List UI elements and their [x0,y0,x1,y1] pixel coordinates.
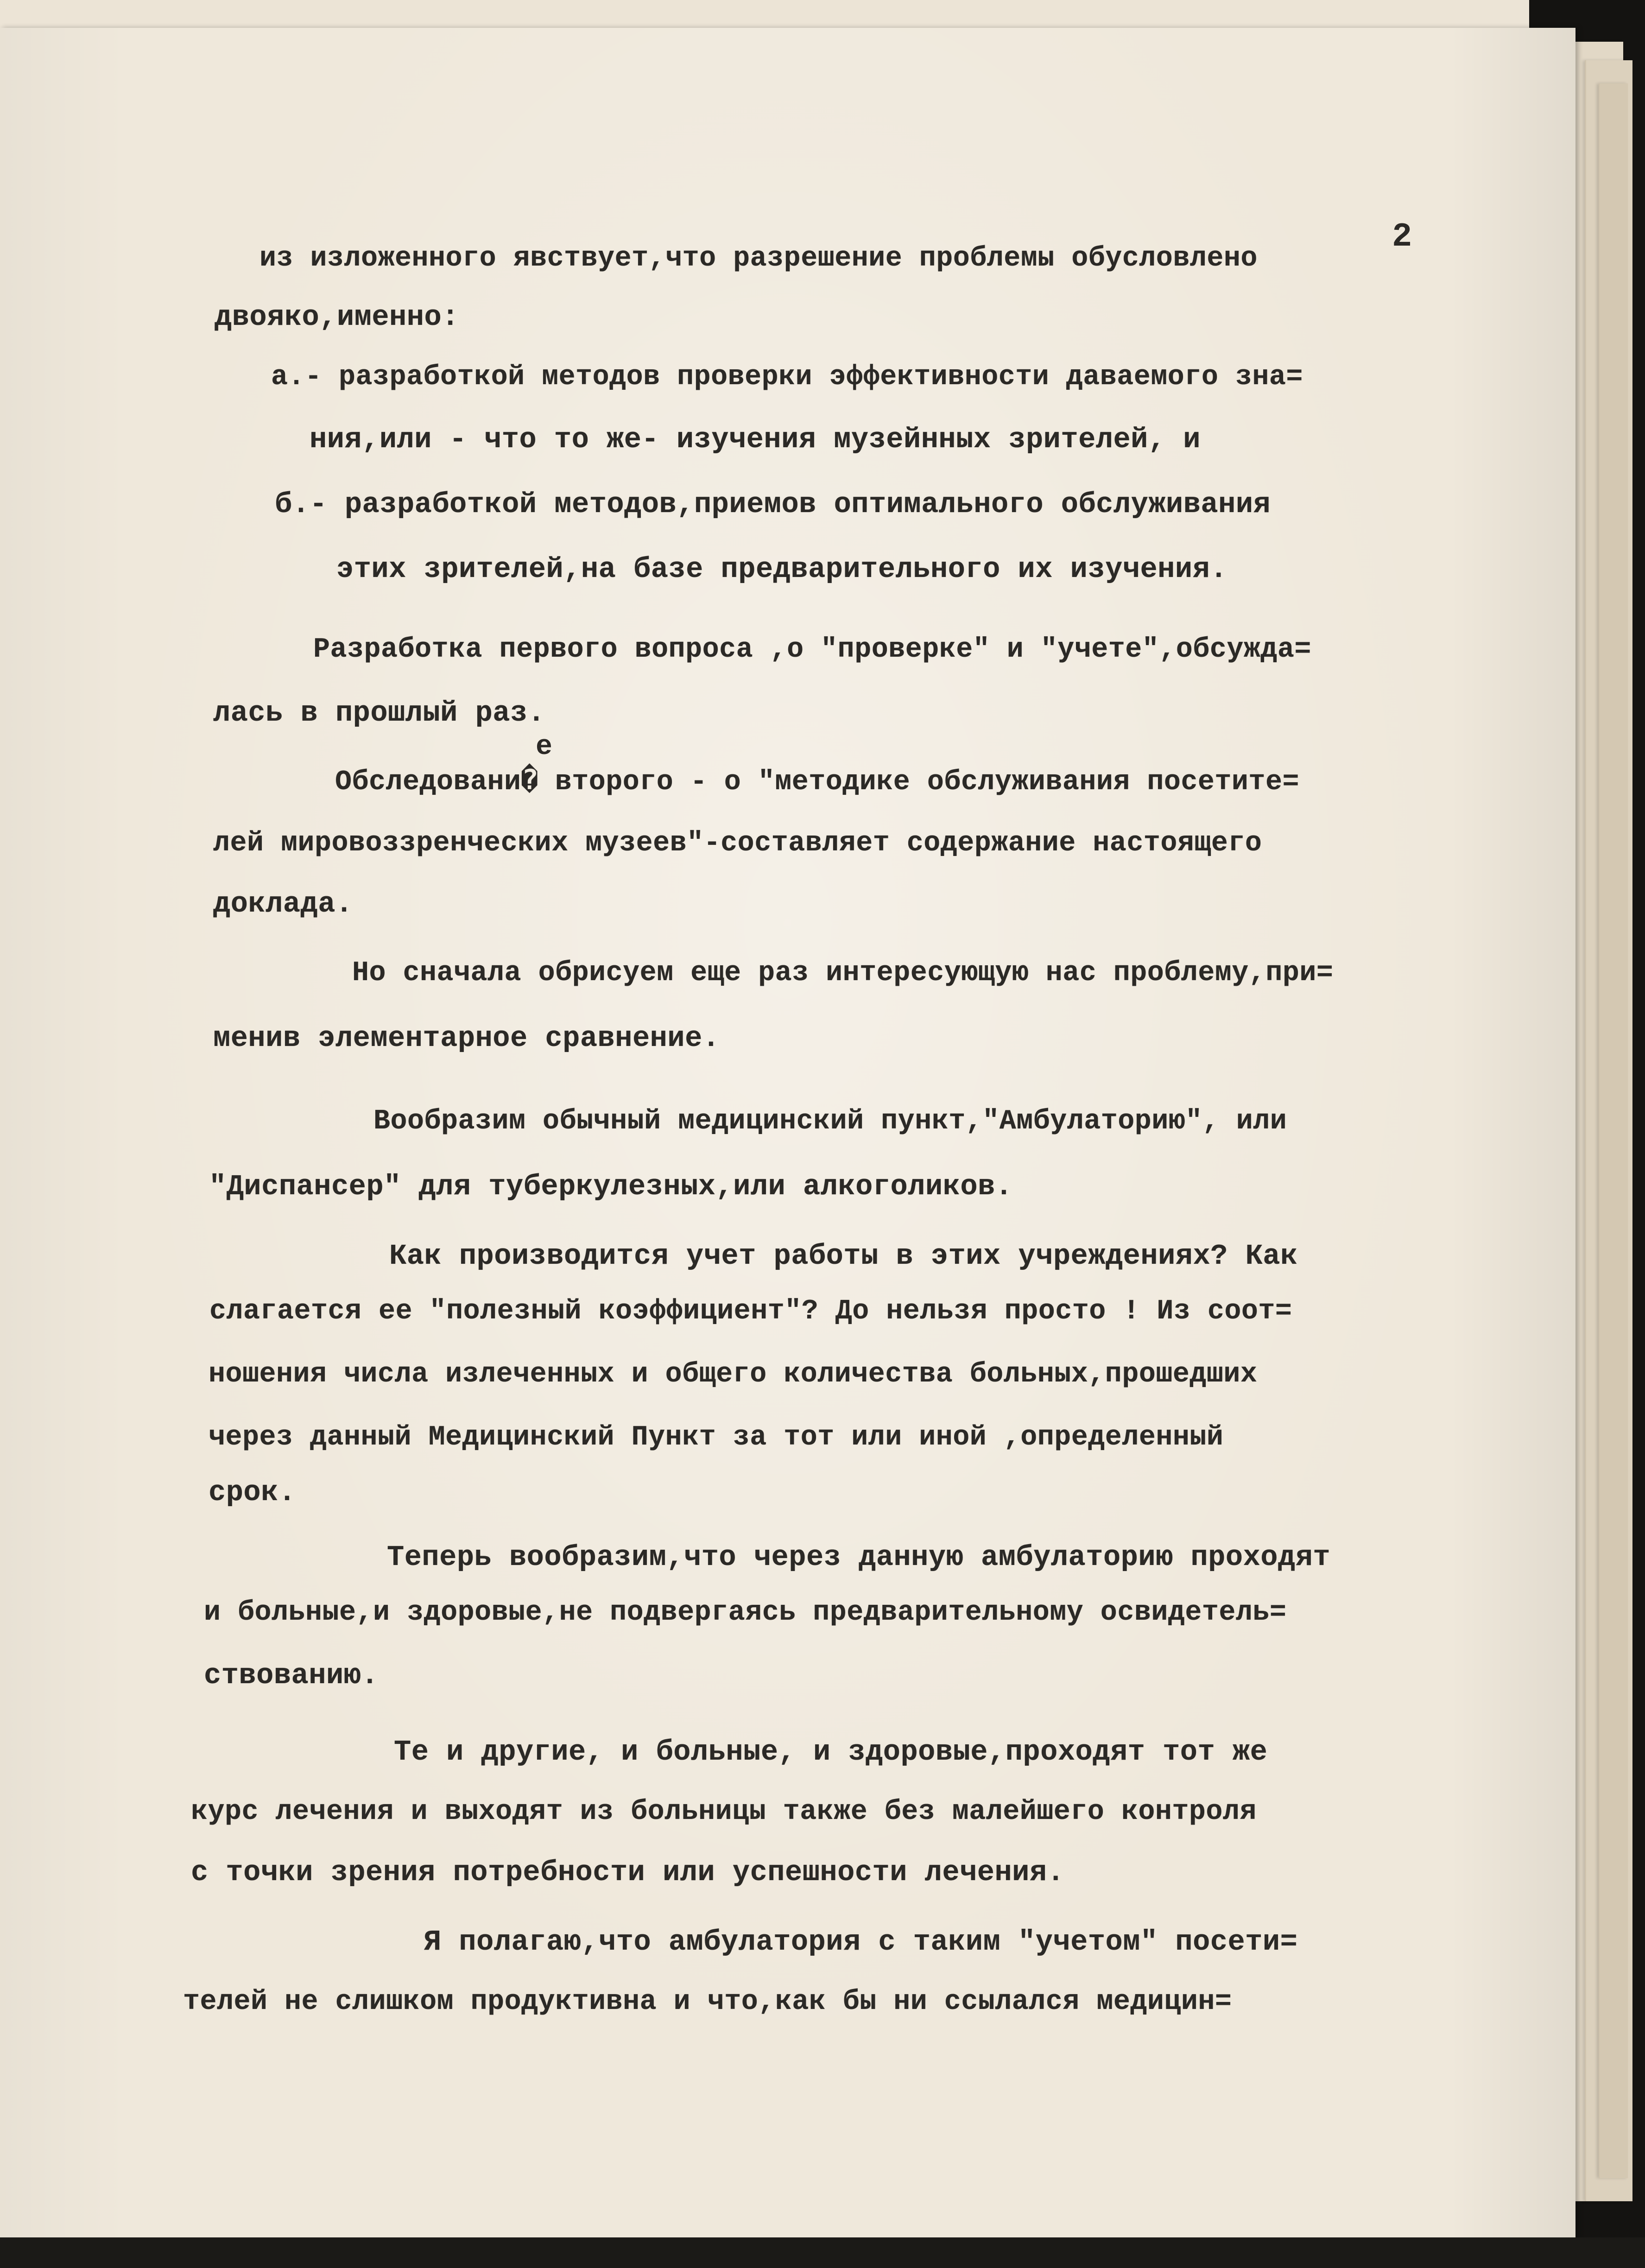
text-line: "Диспансер" для туберкулезных,или алкоголиков. [209,1170,1013,1203]
text-line: Обследовани� второго - о "методике обслуживания посетите= [335,767,1299,798]
text-line: этих зрителей,на базе предварительного их изучения. [336,553,1228,586]
text-line: лась в прошлый раз. [213,697,545,729]
handwritten-correction-letter: е [536,731,553,763]
text-line: слагается ее "полезный коэффициент"? До нельзя просто ! Из соот= [209,1296,1292,1327]
text-line: а.- разработкой методов проверки эффективности даваемого зна= [271,361,1303,393]
text-line: с точки зрения потребности или успешности лечения. [191,1856,1065,1889]
text-line: и больные,и здоровые,не подвергаясь предварительному освидетель= [204,1597,1287,1628]
text-line: б.- разработкой методов,приемов оптимального обслуживания [275,488,1271,521]
text-line: ствованию. [204,1659,379,1692]
text-line: из изложенного явствует,что разрешение проблемы обусловлено [259,243,1258,274]
text-line: Но сначала обрисуем еще раз интересующую нас проблему,при= [352,957,1334,989]
text-line: Те и другие, и больные, и здоровые,проходят тот же [394,1736,1268,1768]
text-line: Вообразим обычный медицинский пункт,"Амбулаторию", или [373,1106,1287,1137]
text-line: Разработка первого вопроса ,о "проверке" и "учете",обсужда= [313,634,1311,665]
typewritten-page [0,28,1575,2268]
text-line: Я полагаю,что амбулатория с таким "учетом" посети= [424,1926,1298,1958]
text-line: курс лечения и выходят из больницы также без малейшего контроля [191,1796,1257,1828]
text-line: Как производится учет работы в этих учреждениях? Как [389,1240,1298,1273]
page-stack-edge [1599,83,1628,2178]
text-line: менив элементарное сравнение. [213,1022,720,1055]
page-number: 2 [1392,218,1412,256]
text-line: двояко,именно: [215,301,459,334]
scan-background [0,2237,1645,2268]
text-line: через данный Медицинский Пункт за тот или иной ,определенный [209,1422,1224,1453]
text-line: Теперь вообразим,что через данную амбулаторию проходят [387,1541,1331,1574]
text-line: лей мировоззренческих музеев"-составляет содержание настоящего [213,828,1262,859]
text-line: телей не слишком продуктивна и что,как бы ни ссылался медицин= [183,1986,1232,2018]
text-line: доклада. [213,887,353,920]
text-line: срок. [209,1476,296,1509]
text-line: ния,или - что то же- изучения музейнных зрителей, и [310,423,1201,456]
text-line: ношения числа излеченных и общего количества больных,прошедших [209,1359,1258,1390]
